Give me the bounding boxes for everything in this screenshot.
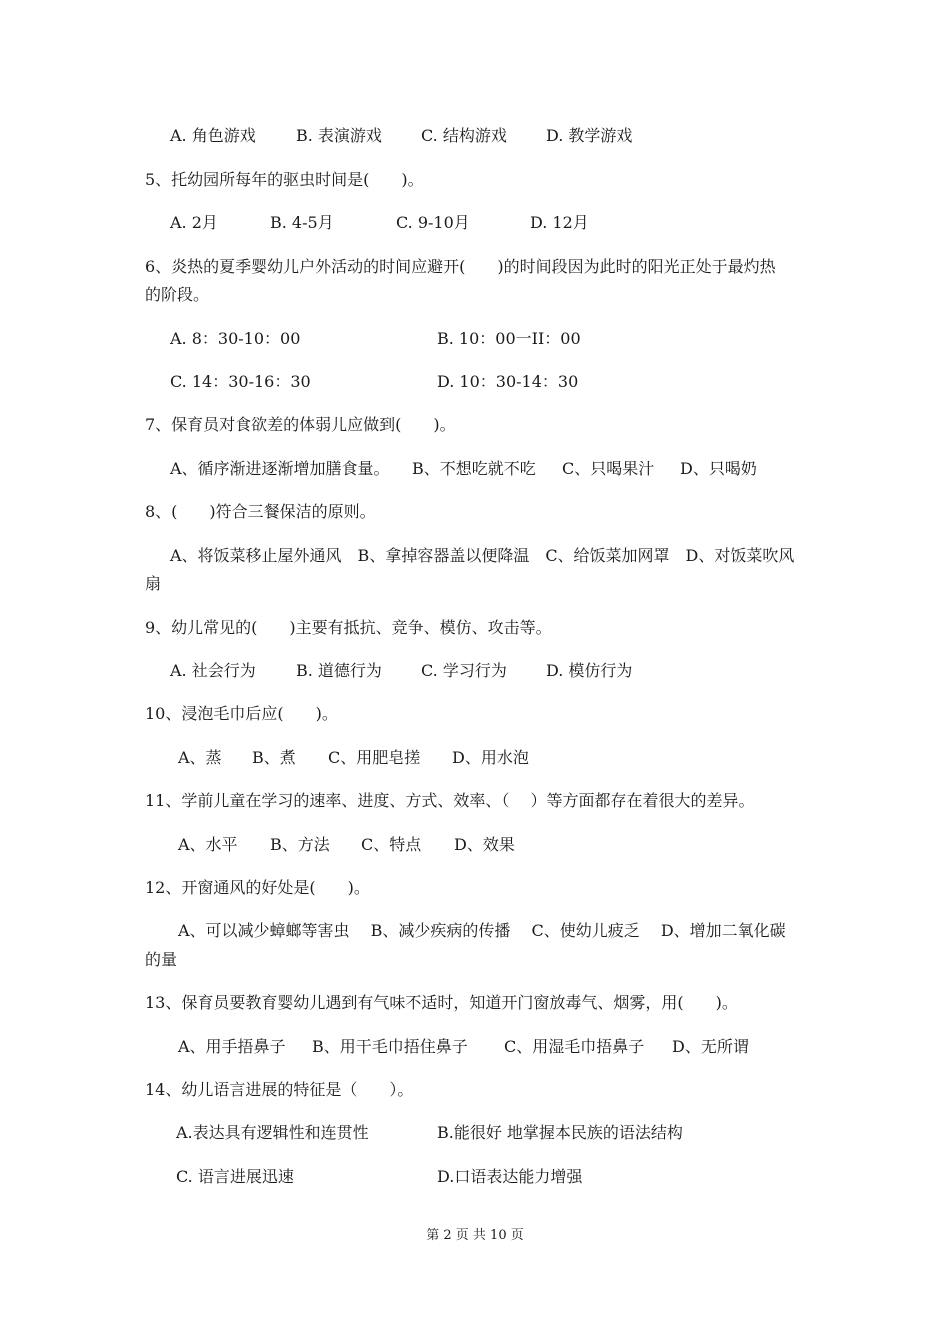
q5-option-b: B. 4-5月 xyxy=(270,213,334,232)
q9-option-d: D. 模仿行为 xyxy=(546,661,633,680)
q14-option-a: A.表达具有逻辑性和连贯性 xyxy=(176,1123,369,1142)
q13-stem: 13、保育员要教育婴幼儿遇到有气味不适时，知道开门窗放毒气、烟雾，用( )。 xyxy=(145,993,738,1012)
q11-option-d: D、效果 xyxy=(454,835,515,854)
q9-stem: 9、幼儿常见的( )主要有抵抗、竞争、模仿、攻击等。 xyxy=(145,618,552,637)
q5-option-c: C. 9-10月 xyxy=(396,213,470,232)
q12-options-line1: A、可以减少蟑螂等害虫 B、减少疾病的传播 C、使幼儿疲乏 D、增加二氧化碳 xyxy=(178,921,786,940)
q11-stem: 11、学前儿童在学习的速率、进度、方式、效率、（ ）等方面都存在着很大的差异。 xyxy=(145,791,755,810)
q11-option-a: A、水平 xyxy=(178,835,238,854)
q13-option-d: D、无所谓 xyxy=(672,1037,749,1056)
q8-stem: 8、( )符合三餐保洁的原则。 xyxy=(145,502,376,521)
q7-option-a: A、循序渐进逐渐增加膳食量。 xyxy=(170,459,390,478)
q5-option-d: D. 12月 xyxy=(530,213,589,232)
q10-option-b: B、煮 xyxy=(252,748,296,767)
q10-option-a: A、蒸 xyxy=(178,748,222,767)
q7-option-c: C、只喝果汁 xyxy=(562,459,655,478)
q10-stem: 10、浸泡毛巾后应( )。 xyxy=(145,704,338,723)
q14-option-c: C. 语言进展迅速 xyxy=(176,1167,294,1186)
q6-option-b: B. 10：00一II：00 xyxy=(437,329,581,348)
q4-option-d: D. 教学游戏 xyxy=(546,126,633,145)
q6-option-c: C. 14：30-16：30 xyxy=(170,372,311,391)
q10-option-d: D、用水泡 xyxy=(452,748,529,767)
q14-option-d: D.口语表达能力增强 xyxy=(437,1167,583,1186)
q4-option-a: A. 角色游戏 xyxy=(170,126,256,145)
q11-option-c: C、特点 xyxy=(361,835,422,854)
q14-option-b: B.能很好 地掌握本民族的语法结构 xyxy=(437,1123,683,1142)
q7-stem: 7、保育员对食欲差的体弱儿应做到( )。 xyxy=(145,415,456,434)
q9-option-b: B. 道德行为 xyxy=(296,661,382,680)
q13-option-a: A、用手捂鼻子 xyxy=(178,1037,286,1056)
q5-option-a: A. 2月 xyxy=(170,213,218,232)
q13-option-c: C、用湿毛巾捂鼻子 xyxy=(504,1037,645,1056)
q7-option-d: D、只喝奶 xyxy=(680,459,757,478)
q12-options-line2: 的量 xyxy=(145,950,178,969)
q6-stem-line2: 的阶段。 xyxy=(145,285,210,304)
q9-option-a: A. 社会行为 xyxy=(170,661,256,680)
q4-option-c: C. 结构游戏 xyxy=(421,126,507,145)
q4-option-b: B. 表演游戏 xyxy=(296,126,382,145)
q6-option-d: D. 10：30-14：30 xyxy=(437,372,579,391)
q7-option-b: B、不想吃就不吃 xyxy=(412,459,536,478)
q14-stem: 14、幼儿语言进展的特征是（ ）。 xyxy=(145,1080,414,1099)
q13-option-b: B、用干毛巾捂住鼻子 xyxy=(312,1037,468,1056)
q6-stem-line1: 6、炎热的夏季婴幼儿户外活动的时间应避开( )的时间段因为此时的阳光正处于最灼热 xyxy=(145,257,776,276)
q11-option-b: B、方法 xyxy=(270,835,330,854)
q9-option-c: C. 学习行为 xyxy=(421,661,507,680)
q12-stem: 12、开窗通风的好处是( )。 xyxy=(145,878,370,897)
page-number-footer: 第 2 页 共 10 页 xyxy=(426,1228,524,1243)
q8-options-line1: A、将饭菜移止屋外通风 B、拿掉容器盖以便降温 C、给饭菜加网罩 D、对饭菜吹风 xyxy=(170,546,795,565)
q6-option-a: A. 8：30-10：00 xyxy=(170,329,301,348)
q8-options-line2: 扇 xyxy=(145,574,162,593)
q10-option-c: C、用肥皂搓 xyxy=(328,748,421,767)
q5-stem: 5、托幼园所每年的驱虫时间是( )。 xyxy=(145,170,424,189)
